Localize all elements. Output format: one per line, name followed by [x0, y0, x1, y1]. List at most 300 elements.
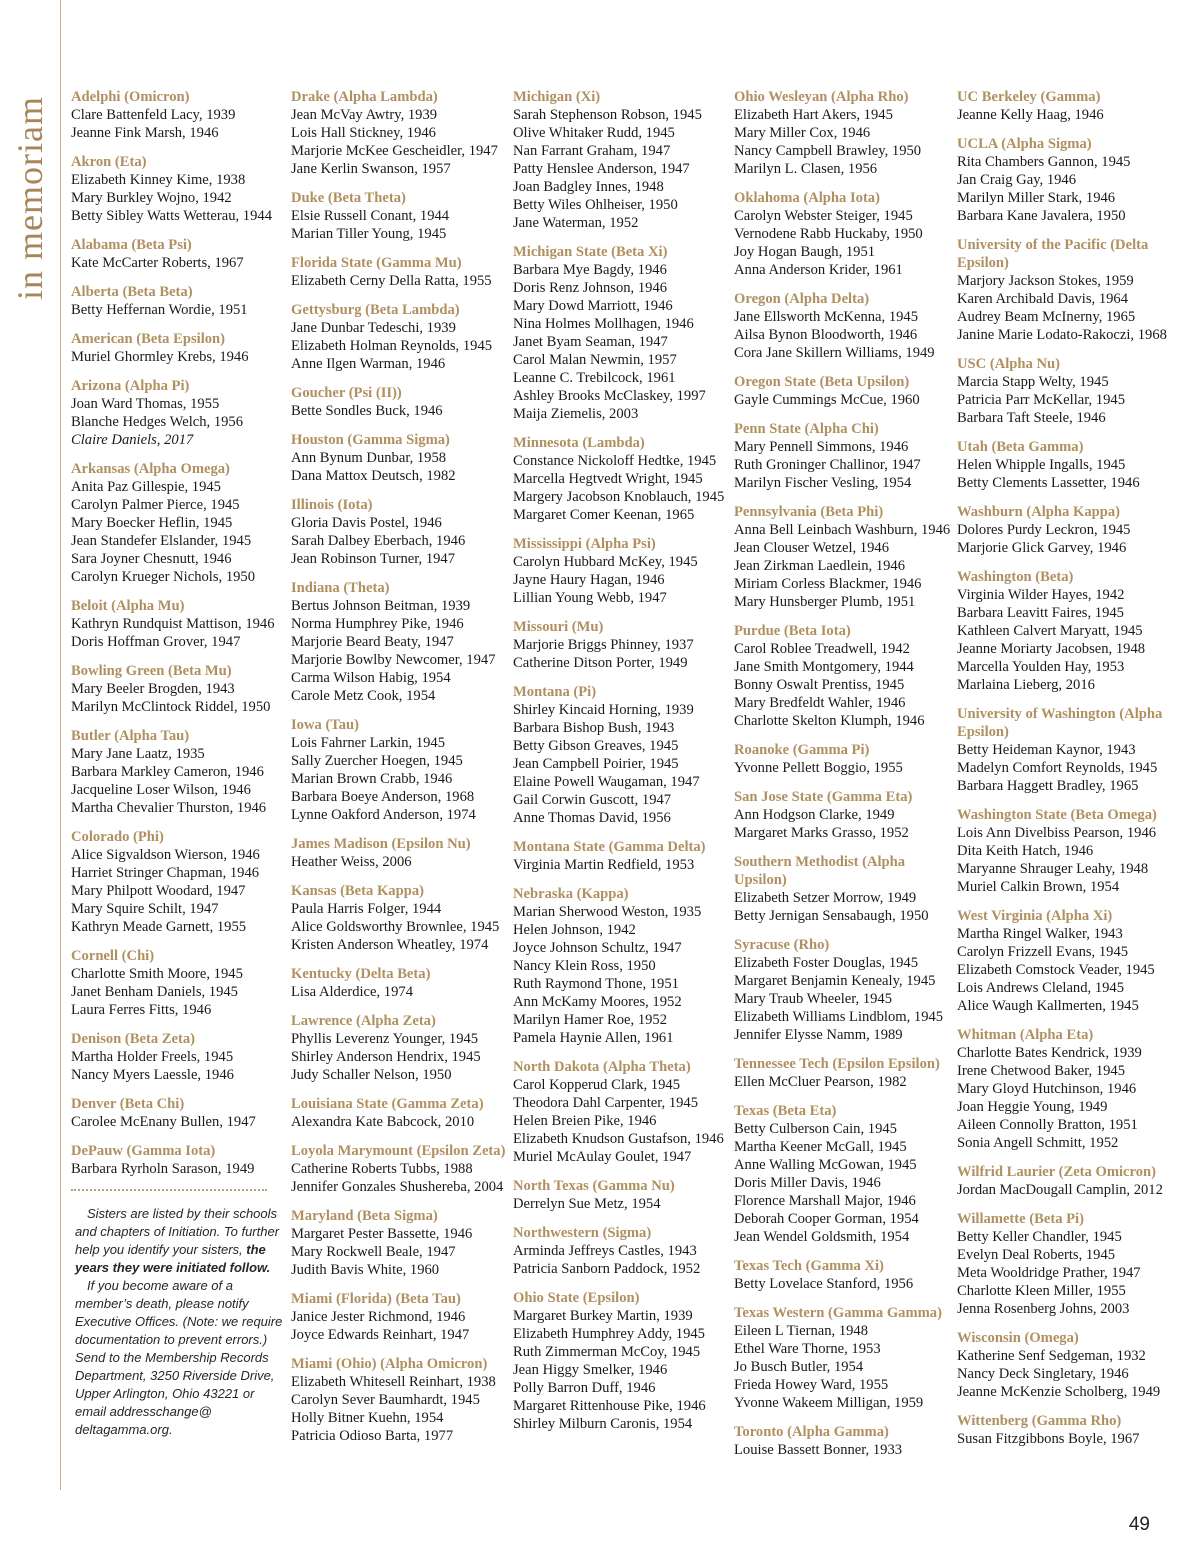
chapter-block	[291, 1290, 509, 1344]
member-name: Marlaina Lieberg, 2016	[957, 677, 1095, 693]
chapter-block	[734, 741, 952, 777]
member-name: Betty Gibson Greaves, 1945	[513, 738, 679, 754]
member-name: Carol Kopperud Clark, 1945	[513, 1077, 680, 1093]
chapter-block	[513, 1058, 731, 1166]
member-name: Carolyn Krueger Nichols, 1950	[71, 569, 256, 585]
chapter-block	[957, 806, 1175, 896]
member-name: Mary Hunsberger Plumb, 1951	[734, 594, 916, 610]
member-name: Mary Dowd Marriott, 1946	[513, 298, 673, 314]
member-name: Madelyn Comfort Reynolds, 1945	[957, 760, 1158, 776]
member-name: Ann Bynum Dunbar, 1958	[291, 450, 447, 466]
chapter-block	[957, 1163, 1175, 1199]
member-name: Joy Hogan Baugh, 1951	[734, 244, 876, 260]
member-name: Yvonne Wakeem Milligan, 1959	[734, 1395, 924, 1411]
chapter-block	[957, 438, 1175, 492]
chapter-block	[71, 597, 289, 651]
member-name: Jayne Haury Hagan, 1946	[513, 572, 665, 588]
member-name: Janet Byam Seaman, 1947	[513, 334, 668, 350]
member-name: Jean McVay Awtry, 1939	[291, 107, 438, 123]
member-name: Carol Roblee Treadwell, 1942	[734, 641, 910, 657]
chapter-heading: Indiana (Theta)	[291, 580, 390, 596]
chapter-heading: Willamette (Beta Pi)	[957, 1211, 1084, 1227]
member-name: Dolores Purdy Leckron, 1945	[957, 522, 1131, 538]
membership-note	[71, 1205, 287, 1439]
member-name: Elizabeth Knudson Gustafson, 1946	[513, 1131, 724, 1147]
chapter-block	[734, 373, 952, 409]
chapter-block	[291, 1355, 509, 1445]
member-name: Ann McKamy Moores, 1952	[513, 994, 682, 1010]
member-name: Marilyn L. Clasen, 1956	[734, 161, 878, 177]
chapter-block	[71, 1095, 289, 1131]
member-name: Margaret Burkey Martin, 1939	[513, 1308, 693, 1324]
member-name: Joan Badgley Innes, 1948	[513, 179, 664, 195]
member-name: Marilyn McClintock Riddel, 1950	[71, 699, 271, 715]
member-name: Ruth Zimmerman McCoy, 1945	[513, 1344, 701, 1360]
member-name: Marcia Stapp Welty, 1945	[957, 374, 1109, 390]
member-name: Marilyn Hamer Roe, 1952	[513, 1012, 668, 1028]
chapter-heading: Kansas (Beta Kappa)	[291, 883, 424, 899]
chapter-heading: American (Beta Epsilon)	[71, 331, 226, 347]
member-name: Carolyn Hubbard McKey, 1945	[513, 554, 698, 570]
member-name: Margaret Benjamin Kenealy, 1945	[734, 973, 936, 989]
chapter-block	[957, 88, 1175, 124]
member-name: Patricia Sanborn Paddock, 1952	[513, 1261, 701, 1277]
member-name: Nancy Myers Laessle, 1946	[71, 1067, 234, 1083]
member-name: Doris Renz Johnson, 1946	[513, 280, 668, 296]
member-name: Marilyn Fischer Vesling, 1954	[734, 475, 912, 491]
chapter-heading: Akron (Eta)	[71, 154, 147, 170]
member-name: Mary Burkley Wojno, 1942	[71, 190, 232, 206]
chapter-block	[291, 1012, 509, 1084]
chapter-block	[734, 936, 952, 1044]
chapter-block	[291, 431, 509, 485]
member-name: Jenna Rosenberg Johns, 2003	[957, 1301, 1130, 1317]
chapter-heading: Missouri (Mu)	[513, 619, 604, 635]
member-name: Joan Heggie Young, 1949	[957, 1099, 1108, 1115]
chapter-heading: Houston (Gamma Sigma)	[291, 432, 450, 448]
member-name: Gayle Cummings McCue, 1960	[734, 392, 920, 408]
member-name: Dana Mattox Deutsch, 1982	[291, 468, 456, 484]
member-name: Marjorie Glick Garvey, 1946	[957, 540, 1127, 556]
chapter-heading: Northwestern (Sigma)	[513, 1225, 652, 1241]
chapter-block	[734, 1257, 952, 1293]
chapter-block	[71, 662, 289, 716]
member-name: Kathryn Rundquist Mattison, 1946	[71, 616, 275, 632]
chapter-heading: Drake (Alpha Lambda)	[291, 89, 438, 105]
member-name: Virginia Martin Redfield, 1953	[513, 857, 695, 873]
chapter-block	[513, 1177, 731, 1213]
member-name: Carolyn Webster Steiger, 1945	[734, 208, 913, 224]
member-name: Anne Walling McGowan, 1945	[734, 1157, 917, 1173]
member-name: Marjorie Bowlby Newcomer, 1947	[291, 652, 496, 668]
member-name: Patricia Parr McKellar, 1945	[957, 392, 1125, 408]
chapter-block	[734, 788, 952, 842]
member-name: Barbara Bishop Bush, 1943	[513, 720, 675, 736]
chapter-heading: Florida State (Gamma Mu)	[291, 255, 462, 271]
chapter-block	[957, 1329, 1175, 1401]
member-name: Elizabeth Humphrey Addy, 1945	[513, 1326, 705, 1342]
member-name: Yvonne Pellett Boggio, 1955	[734, 760, 903, 776]
member-name: Mary Beeler Brogden, 1943	[71, 681, 235, 697]
member-name: Gail Corwin Guscott, 1947	[513, 792, 672, 808]
chapter-block	[734, 1055, 952, 1091]
member-name: Sonia Angell Schmitt, 1952	[957, 1135, 1119, 1151]
chapter-block	[734, 290, 952, 362]
chapter-block	[957, 135, 1175, 225]
member-name: Jean Wendel Goldsmith, 1954	[734, 1229, 910, 1245]
chapter-block	[71, 283, 289, 319]
member-name: Betty Heideman Kaynor, 1943	[957, 742, 1136, 758]
chapter-heading: Roanoke (Gamma Pi)	[734, 742, 870, 758]
chapter-block	[71, 947, 289, 1019]
side-title: in memoriam	[10, 96, 50, 300]
member-name: Clare Battenfeld Lacy, 1939	[71, 107, 236, 123]
member-name: Maija Ziemelis, 2003	[513, 406, 639, 422]
chapter-block	[291, 1207, 509, 1279]
chapter-block	[291, 579, 509, 705]
member-name: Jan Craig Gay, 1946	[957, 172, 1077, 188]
chapter-heading: Montana State (Gamma Delta)	[513, 839, 706, 855]
member-name: Marjorie Beard Beaty, 1947	[291, 634, 454, 650]
member-name: Betty Heffernan Wordie, 1951	[71, 302, 248, 318]
member-name: Ruth Raymond Thone, 1951	[513, 976, 679, 992]
chapter-block	[957, 1026, 1175, 1152]
member-name: Jordan MacDougall Camplin, 2012	[957, 1182, 1163, 1198]
member-name: Mary Gloyd Hutchinson, 1946	[957, 1081, 1137, 1097]
chapter-block	[513, 683, 731, 827]
chapter-heading: Southern Methodist (Alpha Upsilon)	[734, 854, 906, 888]
member-name: Martha Chevalier Thurston, 1946	[71, 800, 267, 816]
member-name: Leanne C. Trebilcock, 1961	[513, 370, 676, 386]
member-name: Mary Bredfeldt Wahler, 1946	[734, 695, 906, 711]
member-name: Jean Campbell Poirier, 1945	[513, 756, 679, 772]
member-name: Pamela Haynie Allen, 1961	[513, 1030, 674, 1046]
member-name: Alice Waugh Kallmerten, 1945	[957, 998, 1139, 1014]
chapter-heading: Michigan State (Beta Xi)	[513, 244, 668, 260]
chapter-heading: Minnesota (Lambda)	[513, 435, 645, 451]
member-name: Shirley Milburn Caronis, 1954	[513, 1416, 693, 1432]
memoriam-column-2	[291, 88, 509, 1456]
member-name: Doris Hoffman Grover, 1947	[71, 634, 241, 650]
member-name: Anna Anderson Krider, 1961	[734, 262, 903, 278]
member-name: Kathleen Calvert Maryatt, 1945	[957, 623, 1143, 639]
member-name: Carma Wilson Habig, 1954	[291, 670, 451, 686]
chapter-block	[513, 88, 731, 232]
chapter-block	[734, 1304, 952, 1412]
member-name: Jean Zirkman Laedlein, 1946	[734, 558, 906, 574]
member-name: Jeanne McKenzie Scholberg, 1949	[957, 1384, 1161, 1400]
member-name: Betty Sibley Watts Wetterau, 1944	[71, 208, 272, 224]
chapter-heading: Texas Western (Gamma Gamma)	[734, 1305, 942, 1321]
chapter-block	[734, 503, 952, 611]
chapter-heading: Washington State (Beta Omega)	[957, 807, 1157, 823]
chapter-block	[513, 838, 731, 874]
member-name: Betty Lovelace Stanford, 1956	[734, 1276, 914, 1292]
chapter-block	[513, 535, 731, 607]
chapter-heading: Pennsylvania (Beta Phi)	[734, 504, 884, 520]
member-name: Anna Bell Leinbach Washburn, 1946	[734, 522, 951, 538]
chapter-heading: Texas (Beta Eta)	[734, 1103, 837, 1119]
member-name: Nina Holmes Mollhagen, 1946	[513, 316, 694, 332]
member-name: Sarah Stephenson Robson, 1945	[513, 107, 702, 123]
member-name: Martha Keener McGall, 1945	[734, 1139, 907, 1155]
member-name: Betty Keller Chandler, 1945	[957, 1229, 1122, 1245]
member-name: Charlotte Skelton Klumph, 1946	[734, 713, 925, 729]
chapter-heading: Wilfrid Laurier (Zeta Omicron)	[957, 1164, 1157, 1180]
chapter-block	[734, 420, 952, 492]
member-name: Marcella Youlden Hay, 1953	[957, 659, 1125, 675]
member-name: Mary Squire Schilt, 1947	[71, 901, 219, 917]
member-name: Jean Higgy Smelker, 1946	[513, 1362, 668, 1378]
member-name: Katherine Senf Sedgeman, 1932	[957, 1348, 1146, 1364]
member-name: Lois Ann Divelbiss Pearson, 1946	[957, 825, 1157, 841]
chapter-heading: Ohio Wesleyan (Alpha Rho)	[734, 89, 909, 105]
chapter-heading: Arkansas (Alpha Omega)	[71, 461, 230, 477]
member-name: Deborah Cooper Gorman, 1954	[734, 1211, 919, 1227]
member-name: Jacqueline Loser Wilson, 1946	[71, 782, 251, 798]
chapter-heading: Bowling Green (Beta Mu)	[71, 663, 232, 679]
member-name: Alexandra Kate Babcock, 2010	[291, 1114, 475, 1130]
chapter-block	[71, 330, 289, 366]
member-name: Bonny Oswalt Prentiss, 1945	[734, 677, 905, 693]
chapter-heading: Oklahoma (Alpha Iota)	[734, 190, 880, 206]
side-divider	[60, 0, 61, 1490]
member-name: Barbara Taft Steele, 1946	[957, 410, 1106, 426]
note-emphasis: the years they were initiated follow.	[75, 1242, 271, 1275]
member-name: Jane Smith Montgomery, 1944	[734, 659, 914, 675]
member-name: Charlotte Kleen Miller, 1955	[957, 1283, 1126, 1299]
member-name: Martha Holder Freels, 1945	[71, 1049, 234, 1065]
member-name: Ailsa Bynon Bloodworth, 1946	[734, 327, 918, 343]
member-name: Heather Weiss, 2006	[291, 854, 412, 870]
member-name: Kate McCarter Roberts, 1967	[71, 255, 244, 271]
member-name: Barbara Markley Cameron, 1946	[71, 764, 264, 780]
chapter-heading: Washington (Beta)	[957, 569, 1074, 585]
chapter-heading: Michigan (Xi)	[513, 89, 601, 105]
member-name: Jane Waterman, 1952	[513, 215, 639, 231]
chapter-block	[291, 88, 509, 178]
chapter-block	[71, 828, 289, 936]
note-text: Sisters are listed by their schools and chapters of Initiation. To further help you identify your sisters,	[75, 1206, 280, 1257]
member-name: Barbara Mye Bagdy, 1946	[513, 262, 667, 278]
member-name: Shirley Kincaid Horning, 1939	[513, 702, 694, 718]
chapter-heading: Texas Tech (Gamma Xi)	[734, 1258, 884, 1274]
chapter-heading: UCLA (Alpha Sigma)	[957, 136, 1092, 152]
member-name: Mary Traub Wheeler, 1945	[734, 991, 893, 1007]
chapter-block	[734, 1423, 952, 1459]
chapter-block	[71, 88, 289, 142]
member-name: Elaine Powell Waugaman, 1947	[513, 774, 700, 790]
chapter-heading: University of Washington (Alpha Epsilon)	[957, 706, 1163, 740]
member-name: Joyce Edwards Reinhart, 1947	[291, 1327, 470, 1343]
member-name: Patricia Odioso Barta, 1977	[291, 1428, 454, 1444]
member-name: Barbara Ryrholn Sarason, 1949	[71, 1161, 255, 1177]
member-name: Carolyn Sever Baumhardt, 1945	[291, 1392, 480, 1408]
chapter-heading: Washburn (Alpha Kappa)	[957, 504, 1121, 520]
member-name: Mary Philpott Woodard, 1947	[71, 883, 246, 899]
member-name: Constance Nickoloff Hedtke, 1945	[513, 453, 717, 469]
member-name: Dita Keith Hatch, 1946	[957, 843, 1094, 859]
chapter-block	[291, 716, 509, 824]
member-name: Mary Boecker Heflin, 1945	[71, 515, 233, 531]
chapter-block	[71, 236, 289, 272]
member-name: Shirley Anderson Hendrix, 1945	[291, 1049, 481, 1065]
member-name: Jeanne Fink Marsh, 1946	[71, 125, 219, 141]
member-name: Carolyn Palmer Pierce, 1945	[71, 497, 240, 513]
member-name-italic: Claire Daniels, 2017	[71, 432, 194, 448]
member-name: Muriel McAulay Goulet, 1947	[513, 1149, 692, 1165]
member-name: Lisa Alderdice, 1974	[291, 984, 413, 1000]
member-name: Judy Schaller Nelson, 1950	[291, 1067, 452, 1083]
member-name: Cora Jane Skillern Williams, 1949	[734, 345, 935, 361]
member-name: Jane Ellsworth McKenna, 1945	[734, 309, 919, 325]
member-name: Elizabeth Setzer Morrow, 1949	[734, 890, 917, 906]
member-name: Mary Rockwell Beale, 1947	[291, 1244, 456, 1260]
chapter-heading: Whitman (Alpha Eta)	[957, 1027, 1094, 1043]
member-name: Margaret Marks Grasso, 1952	[734, 825, 909, 841]
member-name: Virginia Wilder Hayes, 1942	[957, 587, 1125, 603]
member-name: Arminda Jeffreys Castles, 1943	[513, 1243, 697, 1259]
chapter-block	[513, 434, 731, 524]
member-name: Sara Joyner Chesnutt, 1946	[71, 551, 232, 567]
member-name: Muriel Ghormley Krebs, 1946	[71, 349, 249, 365]
chapter-block	[291, 1095, 509, 1131]
note-paragraph-2: If you become aware of a member’s death, please notify Executive Offices. (Note: we require documentation to prevent errors.) Send to the Membership Records Department, 3250 Riverside Drive, Upper Arlington, Ohio 43221 or email addresschange@ deltagamma.org.	[75, 1278, 283, 1437]
chapter-block	[71, 460, 289, 586]
member-name: Theodora Dahl Carpenter, 1945	[513, 1095, 699, 1111]
chapter-heading: Denver (Beta Chi)	[71, 1096, 185, 1112]
member-name: Elizabeth Foster Douglas, 1945	[734, 955, 919, 971]
member-name: Mary Miller Cox, 1946	[734, 125, 871, 141]
member-name: Marjorie McKee Gescheidler, 1947	[291, 143, 498, 159]
member-name: Bette Sondles Buck, 1946	[291, 403, 443, 419]
chapter-block	[957, 568, 1175, 694]
chapter-block	[291, 965, 509, 1001]
member-name: Irene Chetwood Baker, 1945	[957, 1063, 1126, 1079]
member-name: Sarah Dalbey Eberbach, 1946	[291, 533, 466, 549]
member-name: Kristen Anderson Wheatley, 1974	[291, 937, 489, 953]
member-name: Derrelyn Sue Metz, 1954	[513, 1196, 661, 1212]
member-name: Ethel Ware Thorne, 1953	[734, 1341, 881, 1357]
member-name: Elsie Russell Conant, 1944	[291, 208, 450, 224]
member-name: Vernodene Rabb Huckaby, 1950	[734, 226, 923, 242]
member-name: Marjory Jackson Stokes, 1959	[957, 273, 1134, 289]
chapter-heading: Maryland (Beta Sigma)	[291, 1208, 438, 1224]
member-name: Barbara Kane Javalera, 1950	[957, 208, 1126, 224]
member-name: Evelyn Deal Roberts, 1945	[957, 1247, 1116, 1263]
chapter-block	[734, 1102, 952, 1246]
member-name: Maryanne Shrauger Leahy, 1948	[957, 861, 1149, 877]
member-name: Lois Andrews Cleland, 1945	[957, 980, 1125, 996]
member-name: Phyllis Leverenz Younger, 1945	[291, 1031, 479, 1047]
chapter-block	[291, 301, 509, 373]
member-name: Judith Bavis White, 1960	[291, 1262, 440, 1278]
member-name: Elizabeth Holman Reynolds, 1945	[291, 338, 493, 354]
chapter-heading: Miami (Florida) (Beta Tau)	[291, 1291, 461, 1307]
member-name: Carol Malan Newmin, 1957	[513, 352, 677, 368]
member-name: Marilyn Miller Stark, 1946	[957, 190, 1116, 206]
chapter-heading: Penn State (Alpha Chi)	[734, 421, 879, 437]
member-name: Marcella Hegtvedt Wright, 1945	[513, 471, 703, 487]
member-name: Joyce Johnson Schultz, 1947	[513, 940, 682, 956]
member-name: Catherine Ditson Porter, 1949	[513, 655, 688, 671]
member-name: Margaret Pester Bassette, 1946	[291, 1226, 473, 1242]
chapter-block	[513, 618, 731, 672]
chapter-block	[71, 727, 289, 817]
chapter-heading: Iowa (Tau)	[291, 717, 359, 733]
chapter-block	[291, 882, 509, 954]
member-name: Marian Brown Crabb, 1946	[291, 771, 453, 787]
member-name: Marian Sherwood Weston, 1935	[513, 904, 702, 920]
chapter-heading: Colorado (Phi)	[71, 829, 164, 845]
member-name: Ruth Groninger Challinor, 1947	[734, 457, 921, 473]
member-name: Muriel Calkin Brown, 1954	[957, 879, 1120, 895]
chapter-heading: Cornell (Chi)	[71, 948, 155, 964]
chapter-heading: Miami (Ohio) (Alpha Omicron)	[291, 1356, 488, 1372]
member-name: Martha Ringel Walker, 1943	[957, 926, 1123, 942]
member-name: Charlotte Smith Moore, 1945	[71, 966, 243, 982]
member-name: Jennifer Elysse Namm, 1989	[734, 1027, 903, 1043]
chapter-block	[291, 835, 509, 871]
chapter-block	[957, 236, 1175, 344]
member-name: Lynne Oakford Anderson, 1974	[291, 807, 476, 823]
memoriam-column-3	[513, 88, 731, 1444]
chapter-block	[291, 496, 509, 568]
chapter-block	[957, 907, 1175, 1015]
member-name: Ann Hodgson Clarke, 1949	[734, 807, 895, 823]
member-name: Barbara Boeye Anderson, 1968	[291, 789, 475, 805]
member-name: Jean Robinson Turner, 1947	[291, 551, 456, 567]
member-name: Elizabeth Hart Akers, 1945	[734, 107, 893, 123]
chapter-block	[291, 384, 509, 420]
member-name: Laura Ferres Fitts, 1946	[71, 1002, 212, 1018]
member-name: Betty Jernigan Sensabaugh, 1950	[734, 908, 929, 924]
page-number: 49	[1128, 1514, 1150, 1535]
dotted-divider	[71, 1189, 267, 1191]
member-name: Charlotte Bates Kendrick, 1939	[957, 1045, 1142, 1061]
member-name: Jennifer Gonzales Shushereba, 2004	[291, 1179, 504, 1195]
chapter-block	[734, 88, 952, 178]
member-name: Elizabeth Kinney Kime, 1938	[71, 172, 246, 188]
member-name: Elizabeth Comstock Veader, 1945	[957, 962, 1155, 978]
chapter-block	[734, 622, 952, 730]
member-name: Florence Marshall Major, 1946	[734, 1193, 916, 1209]
chapter-heading: Oregon (Alpha Delta)	[734, 291, 870, 307]
member-name: Ellen McCluer Pearson, 1982	[734, 1074, 907, 1090]
chapter-block	[71, 1142, 289, 1178]
member-name: Jean Standefer Elslander, 1945	[71, 533, 252, 549]
chapter-block	[734, 189, 952, 279]
chapter-heading: West Virginia (Alpha Xi)	[957, 908, 1113, 924]
chapter-heading: Wisconsin (Omega)	[957, 1330, 1079, 1346]
member-name: Barbara Haggett Bradley, 1965	[957, 778, 1139, 794]
member-name: Doris Miller Davis, 1946	[734, 1175, 881, 1191]
member-name: Helen Whipple Ingalls, 1945	[957, 457, 1126, 473]
member-name: Holly Bitner Kuehn, 1954	[291, 1410, 444, 1426]
member-name: Betty Clements Lassetter, 1946	[957, 475, 1140, 491]
chapter-block	[957, 355, 1175, 427]
member-name: Alice Sigvaldson Wierson, 1946	[71, 847, 260, 863]
member-name: Elizabeth Williams Lindblom, 1945	[734, 1009, 944, 1025]
member-name: Betty Culberson Cain, 1945	[734, 1121, 897, 1137]
chapter-block	[513, 885, 731, 1047]
chapter-block	[957, 705, 1175, 795]
memoriam-column-1	[71, 88, 289, 1439]
member-name: Patty Henslee Anderson, 1947	[513, 161, 690, 177]
chapter-heading: Alabama (Beta Psi)	[71, 237, 192, 253]
chapter-block	[957, 1412, 1175, 1448]
member-name: Mary Pennell Simmons, 1946	[734, 439, 909, 455]
